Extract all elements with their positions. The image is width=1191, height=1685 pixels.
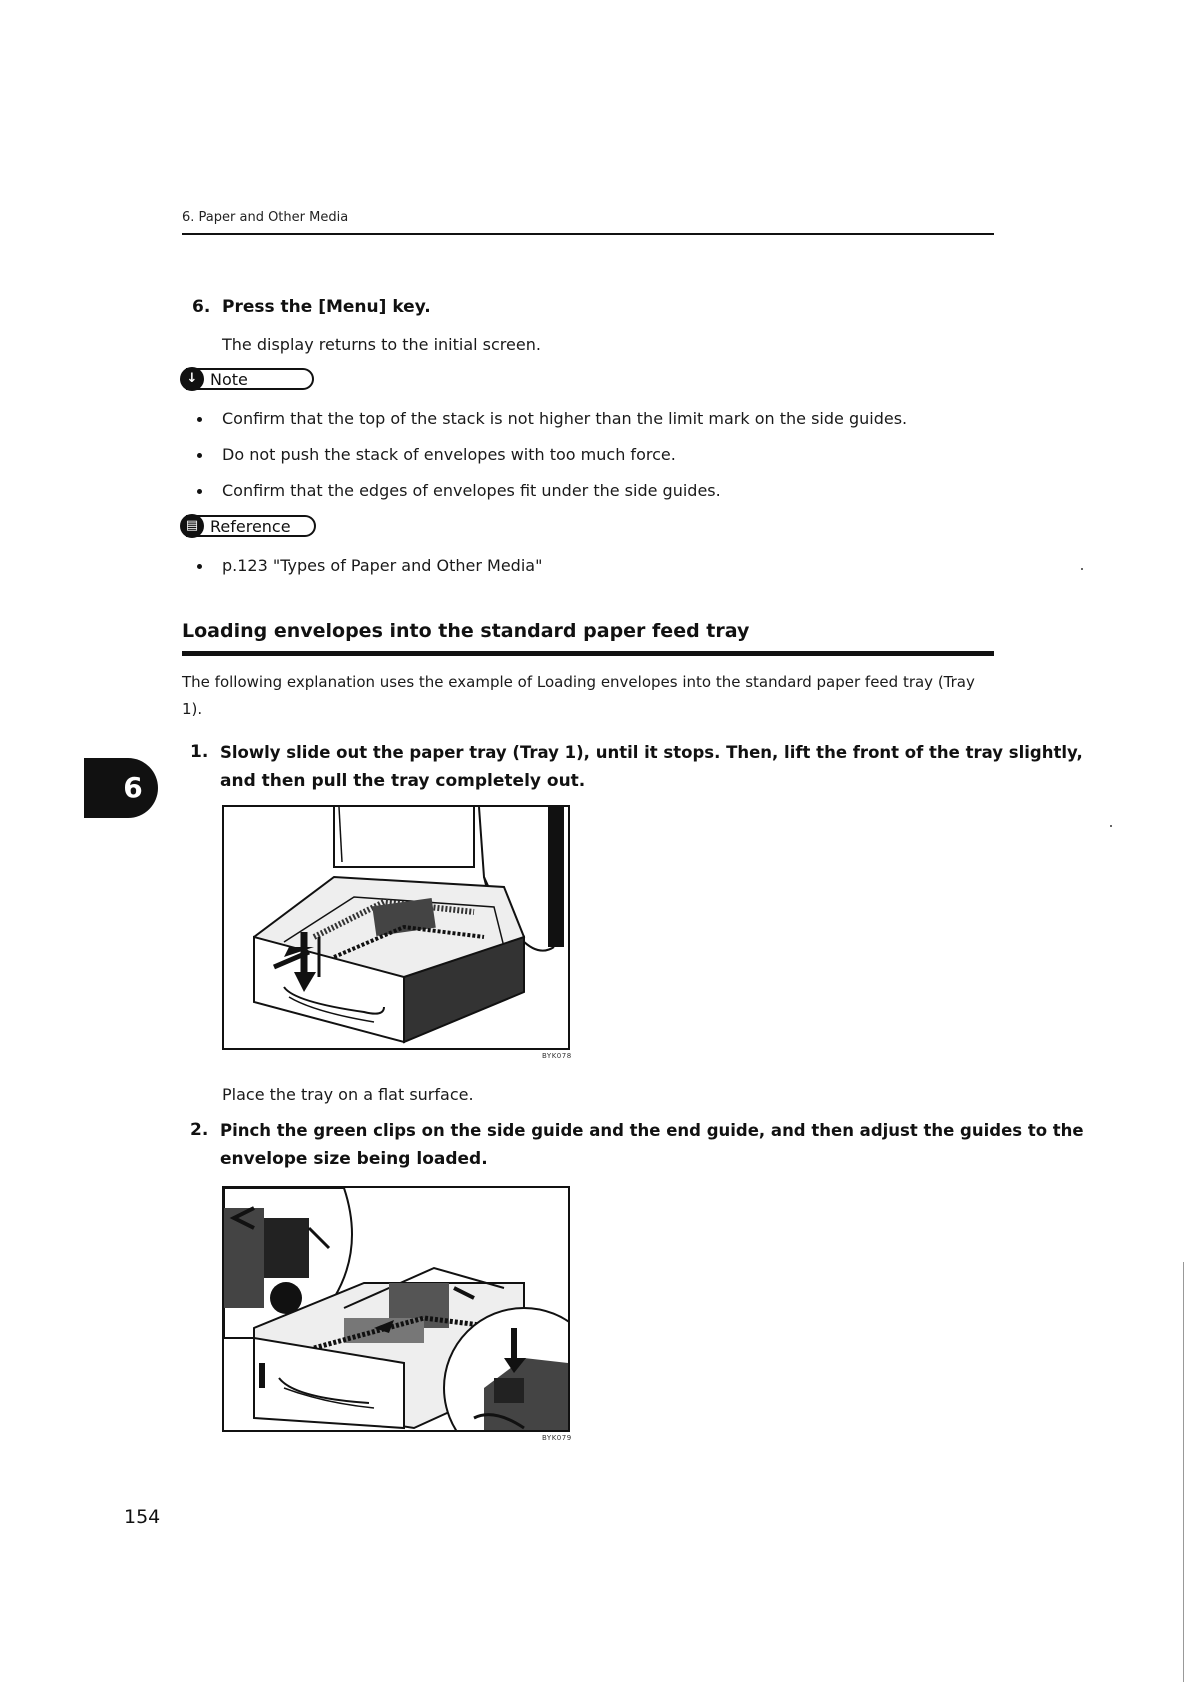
section-intro-line-1: The following explanation uses the example of Loading envelopes into the standard paper feed tray (Tray (182, 673, 975, 691)
scan-speck (1110, 825, 1112, 827)
step-6-body: The display returns to the initial screen. (222, 335, 541, 354)
figure-tray-pull-out (222, 805, 570, 1050)
step-1-heading (190, 737, 1083, 801)
figure-adjust-guides (222, 1186, 570, 1432)
chapter-tab: 6 (84, 758, 158, 818)
scan-speck (1081, 568, 1083, 570)
header-rule (182, 233, 994, 235)
tray-pull-out-illustration (224, 807, 568, 1048)
bullet-icon (197, 417, 202, 422)
reference-icon: ▤ (180, 514, 204, 538)
bullet-icon (197, 453, 202, 458)
note-icon: ↓ (180, 367, 204, 391)
adjust-guides-illustration (224, 1188, 568, 1430)
step-1-after: Place the tray on a flat surface. (222, 1085, 474, 1104)
section-intro-line-2: 1). (182, 700, 203, 718)
section-rule (182, 651, 994, 656)
step-text-line-2: and then pull the tray completely out. (220, 771, 586, 791)
step-text-line-1: Pinch the green clips on the side guide and the end guide, and then adjust the guides to the (220, 1121, 1084, 1140)
step-number: 2. (190, 1120, 209, 1140)
note-label: ↓ Note (186, 368, 314, 390)
step-6-heading (192, 292, 792, 323)
running-header: 6. Paper and Other Media (182, 210, 349, 225)
scan-edge-line (1183, 1262, 1184, 1682)
step-number: 6. (192, 297, 211, 317)
step-text: Press the [Menu] key. (222, 297, 431, 317)
step-number: 1. (190, 742, 209, 762)
step-text-line-2: envelope size being loaded. (220, 1149, 488, 1169)
section-title: Loading envelopes into the standard paper feed tray (182, 620, 750, 642)
reference-label: ▤ Reference (186, 515, 316, 537)
step-2-heading (190, 1115, 1084, 1179)
figure-code: BYK078 (542, 1052, 572, 1060)
figure-code: BYK079 (542, 1434, 572, 1442)
step-text-line-1: Slowly slide out the paper tray (Tray 1), until it stops. Then, lift the front of the tray slightly, (220, 743, 1083, 762)
bullet-icon (197, 489, 202, 494)
page-number: 154 (124, 1506, 161, 1528)
bullet-icon (197, 564, 202, 569)
